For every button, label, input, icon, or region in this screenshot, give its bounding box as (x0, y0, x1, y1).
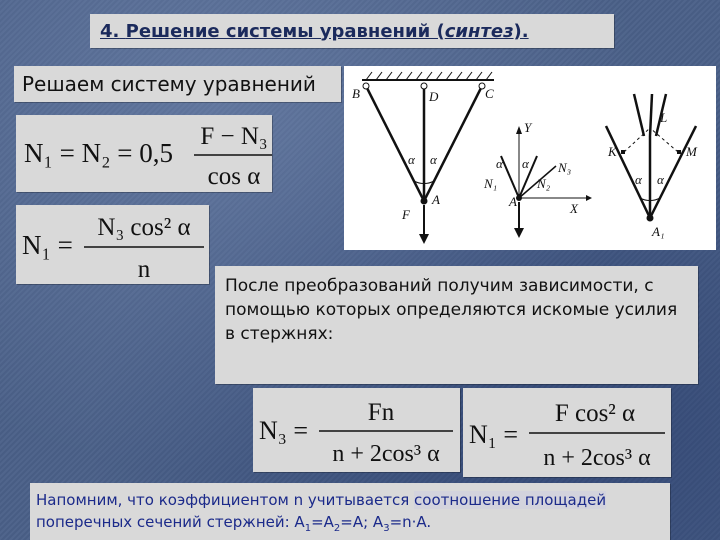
footer-line-2 (36, 511, 664, 540)
footer-text-2b: =A (311, 513, 334, 531)
footer-sub-2: 2 (333, 523, 341, 534)
label-alpha-2: α (430, 152, 437, 167)
equation-4-formula (463, 388, 671, 477)
note-text: После преобразований получим зависимости, с помощью которых определяются искомые усилия в стержнях: (215, 266, 698, 384)
equation-3 (253, 388, 460, 472)
eq4-denominator: n + 2cos³ α (543, 445, 651, 471)
slide-title-text (100, 21, 529, 42)
footer-sub-1: 1 (304, 523, 312, 534)
force-f-head (419, 234, 429, 244)
footer-text-2d: =n·A. (389, 513, 432, 531)
eq1-denominator: cos α (207, 163, 261, 190)
footer-text-1c: соотношение площадей (414, 491, 607, 509)
label-a: A (432, 192, 440, 207)
footer-text-1b: учитывается (307, 491, 410, 509)
label-a1: A₁ (652, 224, 665, 239)
joint-a (421, 198, 428, 205)
footer-line-1 (36, 489, 664, 511)
equation-2 (16, 205, 209, 284)
label-a2: A (509, 194, 517, 209)
label-alpha-6: α (657, 172, 664, 187)
equation-1-formula (16, 115, 272, 192)
joint-d (421, 83, 427, 89)
point-k (621, 150, 625, 154)
title-main: Решение системы уравнений ( (125, 20, 445, 42)
label-l: L (660, 110, 668, 125)
intro-text: Решаем систему уравнений (14, 66, 341, 102)
eq2-numerator: N₃ cos² α (97, 214, 191, 241)
eq1-numerator: F − N₃ (200, 123, 268, 150)
equation-4 (463, 388, 671, 477)
label-k: K (608, 144, 617, 159)
label-alpha-3: α (496, 156, 503, 171)
footer-n-letter: n (293, 491, 304, 509)
joint-a1 (647, 215, 654, 222)
bar-r1 (606, 126, 650, 218)
axis-x-head (586, 195, 592, 201)
bar-r6 (650, 94, 652, 136)
label-alpha-4: α (522, 156, 529, 171)
bar-r4 (634, 94, 644, 136)
label-y: Y (524, 120, 532, 135)
label-c: C (485, 86, 494, 101)
force-f2-head (514, 228, 524, 238)
dash-k (624, 128, 650, 152)
equation-1 (16, 115, 272, 192)
axis-y-head (516, 126, 522, 134)
eq2-lhs: N₁ = (22, 230, 73, 260)
truss-diagram (344, 66, 716, 250)
eq4-numerator: F cos² α (554, 400, 636, 427)
eq3-denominator: n + 2cos³ α (332, 441, 440, 467)
title-italic: синтез (444, 20, 514, 42)
footer-text-2c: =A; A (340, 513, 384, 531)
label-m: M (686, 144, 697, 159)
eq2-denominator: n (137, 256, 151, 283)
dash-m (650, 128, 678, 152)
label-alpha-1: α (408, 152, 415, 167)
eq3-lhs: N₃ = (259, 416, 309, 445)
footer-sub-3: 3 (383, 523, 390, 534)
footer-text-2a: поперечных сечений стержней: A (36, 513, 305, 531)
bar-left (366, 86, 424, 201)
title-end: ). (513, 20, 529, 42)
label-d: D (429, 89, 439, 104)
label-n3: N₃ (558, 160, 572, 175)
label-x: X (570, 201, 578, 216)
label-alpha-5: α (635, 172, 642, 187)
label-n1: N₁ (484, 176, 498, 191)
slide-title (90, 14, 614, 48)
eq4-lhs: N₁ = (469, 420, 519, 449)
truss-diagram-svg (344, 66, 716, 250)
footer-reminder (30, 483, 670, 540)
eq3-numerator: Fn (367, 399, 395, 426)
equation-2-formula (16, 205, 209, 284)
title-number: 4. (100, 20, 120, 42)
equation-3-formula (253, 388, 460, 472)
joint-b (363, 83, 369, 89)
point-m (677, 150, 681, 154)
eq1-lhs: N₁ = N₂ = 0,5 (24, 138, 174, 168)
ceiling-hatch (366, 72, 492, 80)
label-b: B (352, 86, 360, 101)
footer-text-1a: Напомним, что коэффициентом (36, 491, 289, 509)
label-n2: N₂ (537, 176, 551, 191)
force-n1 (501, 156, 519, 198)
label-f: F (402, 207, 410, 222)
